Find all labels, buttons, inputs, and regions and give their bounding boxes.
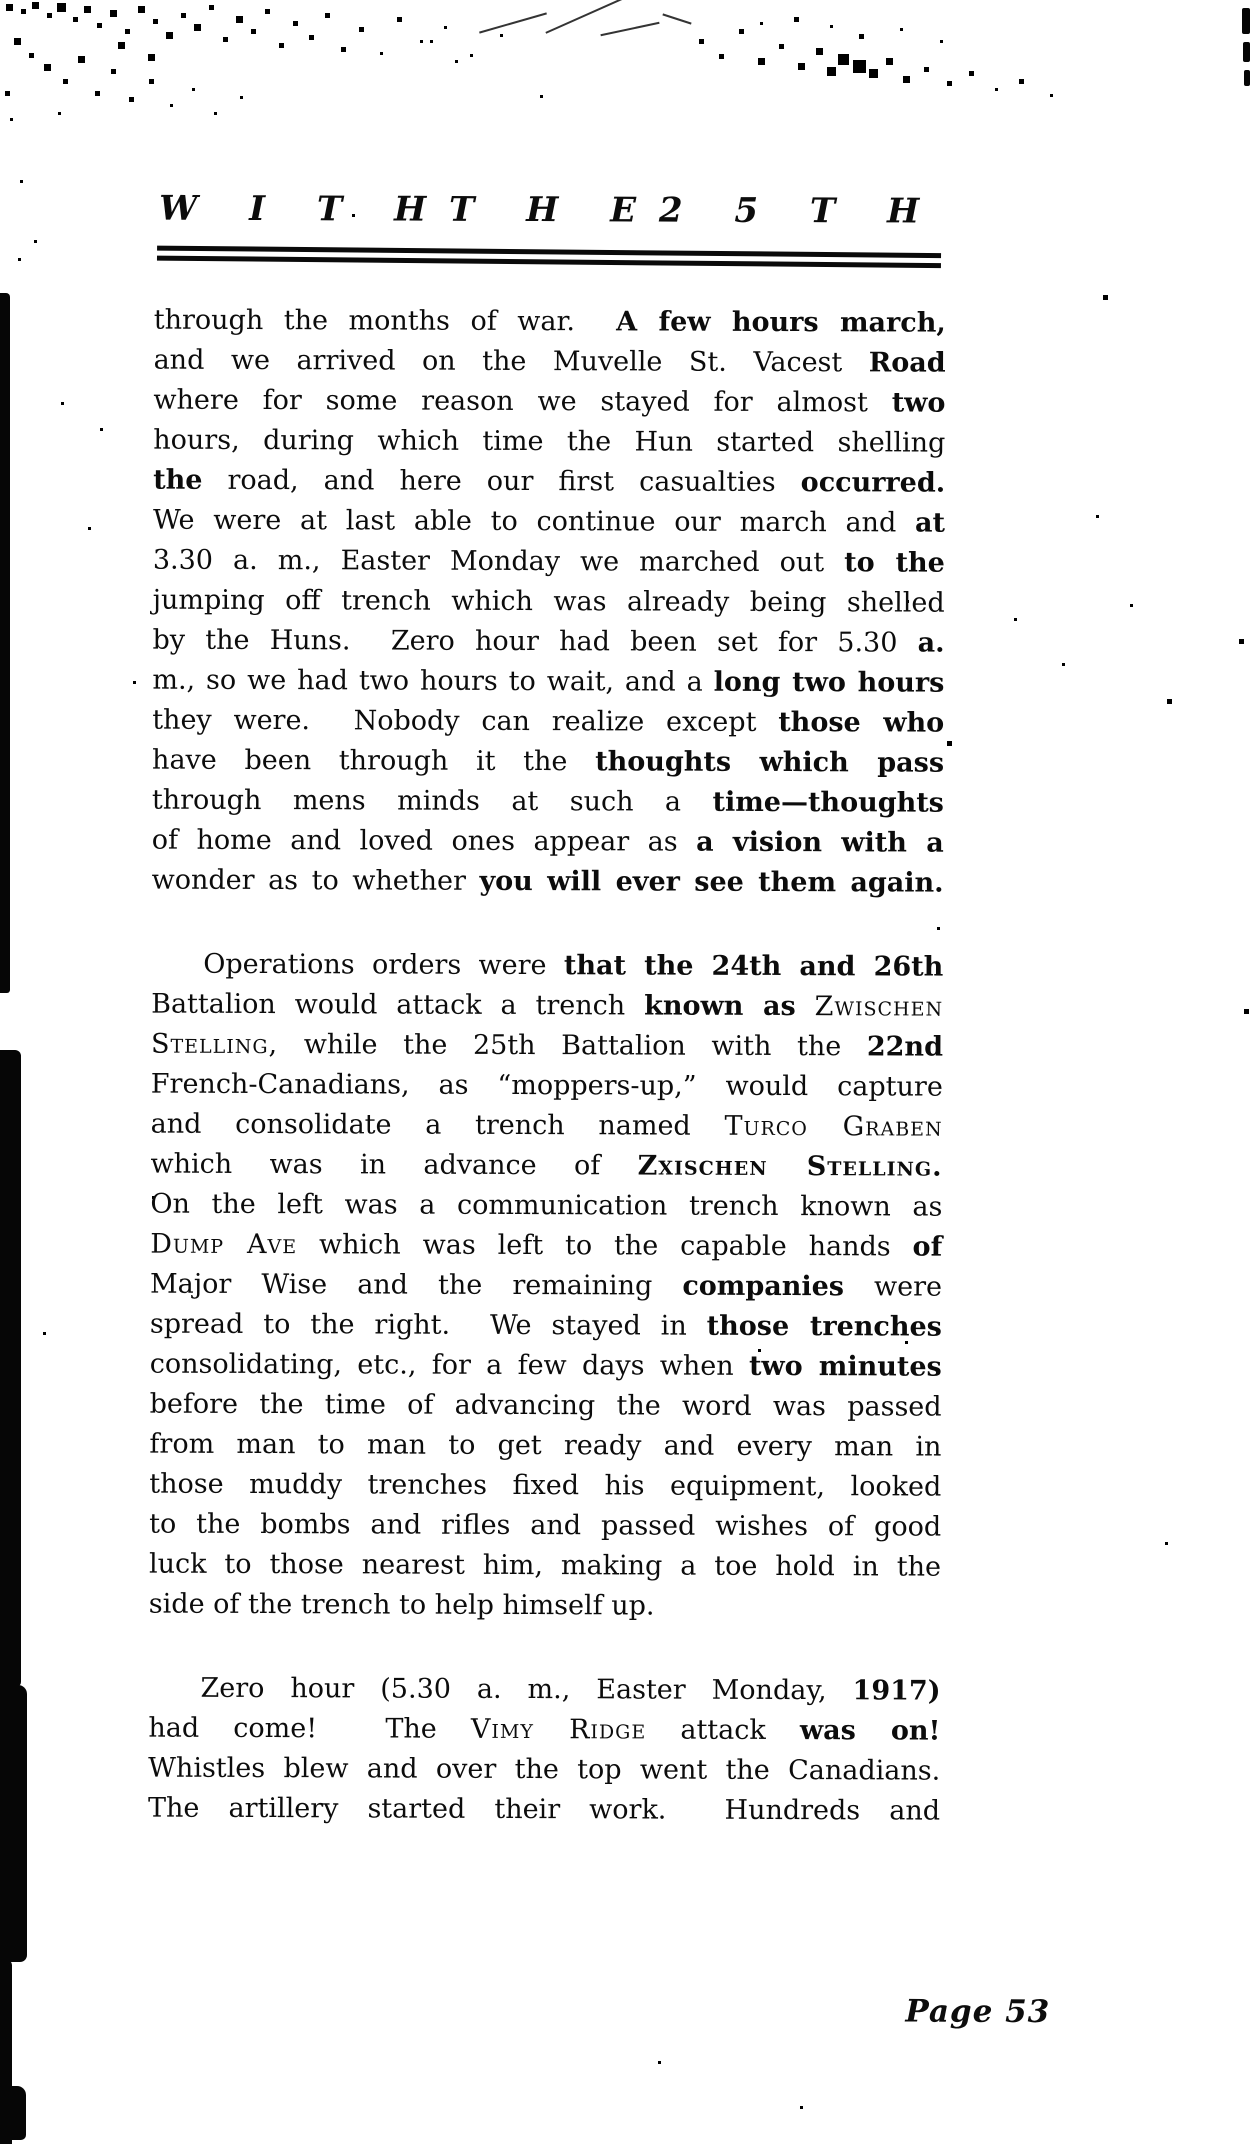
- text-segment: On the left was a communication trench known as: [150, 1188, 943, 1223]
- text-line: [148, 1669, 940, 1712]
- text-line: [154, 301, 946, 344]
- text-segment: a vision with a: [696, 826, 944, 859]
- text-segment: those trenches: [706, 1310, 942, 1343]
- text-segment: Road: [868, 347, 946, 379]
- text-segment: those who: [778, 706, 945, 739]
- text-segment: two: [891, 387, 946, 419]
- text-segment: known as: [644, 990, 796, 1023]
- text-segment: luck to those nearest him, making a toe hold in the: [148, 1548, 942, 1583]
- text-segment: at: [914, 507, 946, 539]
- text-line: [152, 741, 944, 784]
- text-segment: 22nd: [866, 1031, 944, 1063]
- text-segment: while the 25th Battalion with the: [278, 1029, 867, 1063]
- text-segment: jumping off trench which was already being shelled: [152, 584, 945, 619]
- text-line: [148, 1789, 940, 1832]
- text-segment: Zero hour (5.30 a. m., Easter Monday,: [200, 1672, 853, 1707]
- text-segment: and consolidate a trench named: [150, 1108, 725, 1142]
- text-line: [150, 1345, 942, 1388]
- text-line: [153, 581, 945, 624]
- text-segment: m., so we had two hours to wait, and a: [152, 664, 714, 698]
- text-segment: Operations orders were: [203, 948, 564, 982]
- text-segment: road, and here our first casualties: [202, 464, 801, 499]
- text-segment: long two hours: [713, 666, 945, 699]
- text-segment: companies: [682, 1270, 845, 1303]
- text-segment: Turco Graben: [724, 1110, 943, 1143]
- text-segment: they were. Nobody can realize except: [152, 704, 779, 738]
- text-segment: attack: [646, 1714, 800, 1747]
- paragraph: [148, 1669, 941, 1832]
- text-segment: We were at last able to continue our march and: [152, 504, 916, 539]
- text-segment: Stelling,: [150, 1028, 279, 1061]
- paragraph: [152, 301, 946, 904]
- running-head-word: W I T H: [159, 188, 447, 230]
- text-line: [150, 1145, 942, 1188]
- text-line: [153, 461, 945, 504]
- text-segment: had come! The: [148, 1712, 472, 1745]
- text-line: [150, 1385, 942, 1428]
- text-segment: consolidating, etc., for a few days when: [149, 1348, 750, 1382]
- text-line: [149, 1585, 941, 1628]
- text-line: [150, 1305, 942, 1348]
- text-segment: through the months of war.: [153, 304, 617, 338]
- text-segment: Vimy Ridge: [470, 1713, 647, 1746]
- text-segment: wonder as to whether: [151, 864, 480, 897]
- text-segment: spread to the right. We stayed in: [149, 1308, 707, 1342]
- text-line: [151, 985, 943, 1028]
- text-line: [150, 1185, 942, 1228]
- text-line: [149, 1545, 941, 1588]
- text-segment: before the time of advancing the word was passed: [149, 1388, 942, 1423]
- text-segment: a.: [917, 627, 945, 659]
- text-segment: and we arrived on the Muvelle St. Vacest: [153, 344, 869, 379]
- text-segment: French-Canadians, as “moppers-up,” would capture: [150, 1068, 943, 1103]
- text-segment: were: [843, 1271, 943, 1303]
- text-segment: [796, 991, 815, 1022]
- text-line: [152, 701, 944, 744]
- text-line: [153, 381, 945, 424]
- text-column: [148, 301, 946, 1832]
- text-segment: of: [912, 1231, 943, 1263]
- text-segment: which was left to the capable hands: [297, 1229, 913, 1263]
- text-segment: of home and loved ones appear as: [151, 824, 697, 858]
- text-segment: time—thoughts: [712, 786, 944, 819]
- text-line: [149, 1465, 941, 1508]
- text-line: [151, 1025, 943, 1068]
- text-segment: have been through it the: [152, 744, 596, 778]
- text-line: [150, 1265, 942, 1308]
- text-segment: from man to man to get ready and every man in: [149, 1428, 942, 1463]
- text-line: [150, 1225, 942, 1268]
- text-segment: by the Huns. Zero hour had been set for 5.30: [152, 624, 918, 659]
- text-line: [148, 1709, 940, 1752]
- text-segment: to the bombs and rifles and passed wishes of good: [149, 1508, 942, 1543]
- running-head-word: T H E: [448, 189, 657, 231]
- running-head-word: 2 5 T H: [658, 190, 940, 232]
- text-segment: to the: [844, 547, 945, 579]
- text-line: [149, 1505, 941, 1548]
- text-segment: side of the trench to help himself up.: [148, 1588, 655, 1622]
- text-line: [149, 1425, 941, 1468]
- text-segment: the: [153, 464, 203, 496]
- running-head: [159, 189, 939, 232]
- text-segment: Zxischen Stelling.: [637, 1150, 943, 1183]
- text-line: [151, 1105, 943, 1148]
- text-line: [154, 341, 946, 384]
- paragraph: [149, 945, 944, 1628]
- text-line: [152, 661, 944, 704]
- text-segment: thoughts which pass: [595, 746, 945, 779]
- text-line: [152, 621, 944, 664]
- text-segment: Dump Ave: [150, 1228, 298, 1261]
- text-segment: Zwischen: [814, 991, 944, 1023]
- text-segment: hours, during which time the Hun started shelling: [153, 424, 946, 459]
- text-segment: that the 24th and 26th: [563, 950, 944, 983]
- text-segment: two minutes: [748, 1350, 942, 1383]
- text-segment: A few hours march,: [616, 306, 946, 339]
- rule-line: [157, 256, 941, 269]
- text-line: [151, 1065, 943, 1108]
- text-segment: which was in advance of: [150, 1148, 638, 1182]
- text-segment: Battalion would attack a trench: [151, 988, 645, 1022]
- text-line: [153, 501, 945, 544]
- text-line: [153, 421, 945, 464]
- text-line: [148, 1749, 940, 1792]
- text-segment: where for some reason we stayed for almost: [153, 384, 892, 419]
- text-segment: 3.30 a. m., Easter Monday we marched out: [152, 544, 845, 579]
- text-segment: Whistles blew and over the top went the Canadians.: [148, 1752, 941, 1787]
- running-head-double-rule: [157, 246, 941, 269]
- text-segment: was on!: [799, 1715, 941, 1747]
- text-line: [153, 541, 945, 584]
- text-line: [152, 821, 944, 864]
- text-line: [151, 945, 943, 988]
- text-segment: Major Wise and the remaining: [150, 1268, 683, 1302]
- text-line: [152, 861, 944, 904]
- text-segment: 1917): [852, 1675, 941, 1707]
- text-segment: you will ever see them again.: [479, 865, 944, 899]
- text-segment: occurred.: [800, 467, 946, 499]
- text-segment: those muddy trenches fixed his equipment, looked: [149, 1468, 942, 1503]
- text-segment: through mens minds at such a: [151, 784, 713, 818]
- page-number: Page 53: [905, 1993, 1051, 2031]
- text-line: [152, 781, 944, 824]
- text-segment: The artillery started their work. Hundreds and: [147, 1792, 941, 1827]
